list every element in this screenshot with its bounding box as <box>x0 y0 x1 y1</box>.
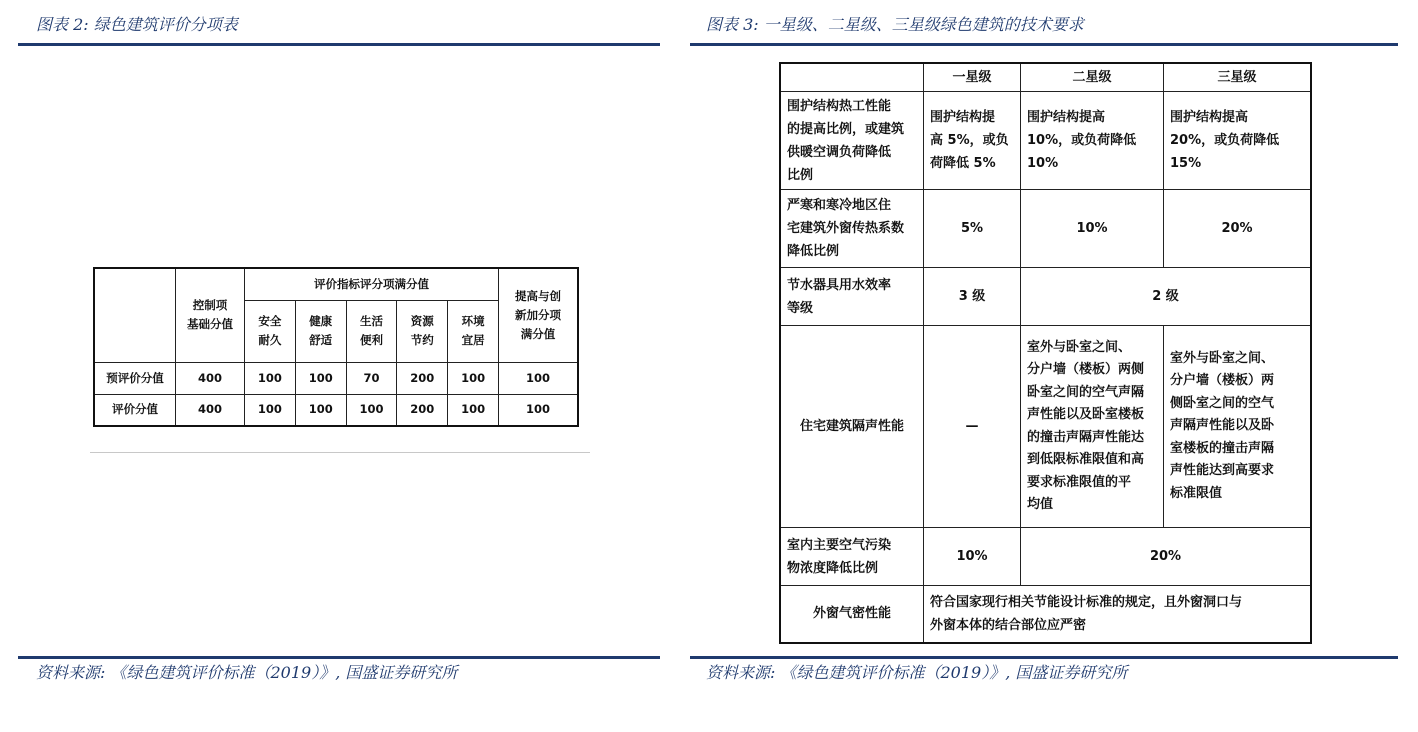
table-cell: 5% <box>924 190 1021 268</box>
right-caption: 图表 3: 一星级、二星级、三星级绿色建筑的技术要求 <box>706 15 1084 34</box>
corner-cell <box>780 63 924 92</box>
table-row <box>780 586 1311 643</box>
table-row <box>780 528 1311 586</box>
table-row <box>780 190 1311 268</box>
table-cell: 围护结构提高 10%，或负荷降低 10% <box>1021 92 1164 190</box>
row-label: 节水器具用水效率 等级 <box>780 268 924 326</box>
table-cell: 3 级 <box>924 268 1021 326</box>
table-cell: 10% <box>924 528 1021 586</box>
table-cell: 20% <box>1021 528 1312 586</box>
table-cell: 20% <box>1164 190 1312 268</box>
row-label: 预评价分值 <box>94 362 176 394</box>
header-two-star: 二星级 <box>1021 63 1164 92</box>
table-row <box>780 92 1311 190</box>
table-cell: 100 <box>245 394 296 426</box>
right-star-table <box>779 62 1312 644</box>
table-cell: 100 <box>245 362 296 394</box>
bonus-header: 提高与创 新加分项 满分值 <box>499 268 579 362</box>
table-row <box>780 268 1311 326</box>
right-bottom-rule <box>690 656 1398 659</box>
subheader-health: 健康 舒适 <box>295 300 346 362</box>
left-bottom-rule <box>18 656 660 659</box>
group-header: 评价指标评分项满分值 <box>245 268 499 300</box>
left-score-table <box>93 267 579 427</box>
row-label: 外窗气密性能 <box>780 586 924 643</box>
row-label: 评价分值 <box>94 394 176 426</box>
row-label: 围护结构热工性能 的提高比例，或建筑 供暖空调负荷降低 比例 <box>780 92 924 190</box>
table-cell: 10% <box>1021 190 1164 268</box>
right-source: 资料来源: 《绿色建筑评价标准（2019）》, 国盛证券研究所 <box>706 663 1128 682</box>
table-cell: 100 <box>448 362 499 394</box>
table-cell: 围护结构提 高 5%，或负 荷降低 5% <box>924 92 1021 190</box>
table-cell: 100 <box>346 394 397 426</box>
subheader-environment: 环境 宜居 <box>448 300 499 362</box>
table-cell: 400 <box>176 394 245 426</box>
control-header: 控制项 基础分值 <box>176 268 245 362</box>
subheader-resource: 资源 节约 <box>397 300 448 362</box>
table-cell: 100 <box>499 362 579 394</box>
table-cell: 100 <box>295 394 346 426</box>
left-caption: 图表 2: 绿色建筑评价分项表 <box>36 15 238 34</box>
left-source: 资料来源: 《绿色建筑评价标准（2019）》, 国盛证券研究所 <box>36 663 458 682</box>
table-row <box>780 326 1311 528</box>
table-cell: — <box>924 326 1021 528</box>
row-label: 严寒和寒冷地区住 宅建筑外窗传热系数 降低比例 <box>780 190 924 268</box>
row-label: 室内主要空气污染 物浓度降低比例 <box>780 528 924 586</box>
table-cell: 100 <box>448 394 499 426</box>
table-cell: 200 <box>397 362 448 394</box>
table-cell: 100 <box>295 362 346 394</box>
table-cell: 2 级 <box>1021 268 1312 326</box>
subheader-convenience: 生活 便利 <box>346 300 397 362</box>
table-cell: 100 <box>499 394 579 426</box>
table-row <box>94 394 578 426</box>
row-label: 住宅建筑隔声性能 <box>780 326 924 528</box>
header-one-star: 一星级 <box>924 63 1021 92</box>
table-cell: 符合国家现行相关节能设计标准的规定，且外窗洞口与 外窗本体的结合部位应严密 <box>924 586 1312 643</box>
subheader-safety: 安全 耐久 <box>245 300 296 362</box>
corner-cell <box>94 268 176 362</box>
header-three-star: 三星级 <box>1164 63 1312 92</box>
table-cell: 室外与卧室之间、 分户墙（楼板）两 侧卧室之间的空气 声隔声性能以及卧 室楼板的撞击声隔 声性能达到高要求 标准限值 <box>1164 326 1312 528</box>
table-row <box>94 362 578 394</box>
left-top-rule <box>18 43 660 46</box>
table-cell: 围护结构提高 20%，或负荷降低 15% <box>1164 92 1312 190</box>
table-cell: 400 <box>176 362 245 394</box>
right-top-rule <box>690 43 1398 46</box>
table-cell: 200 <box>397 394 448 426</box>
left-table-underline <box>90 452 590 453</box>
table-cell: 70 <box>346 362 397 394</box>
table-cell: 室外与卧室之间、 分户墙（楼板）两侧 卧室之间的空气声隔 声性能以及卧室楼板 的撞击声隔声性能达 到低限标准限值和高 要求标准限值的平 均值 <box>1021 326 1164 528</box>
